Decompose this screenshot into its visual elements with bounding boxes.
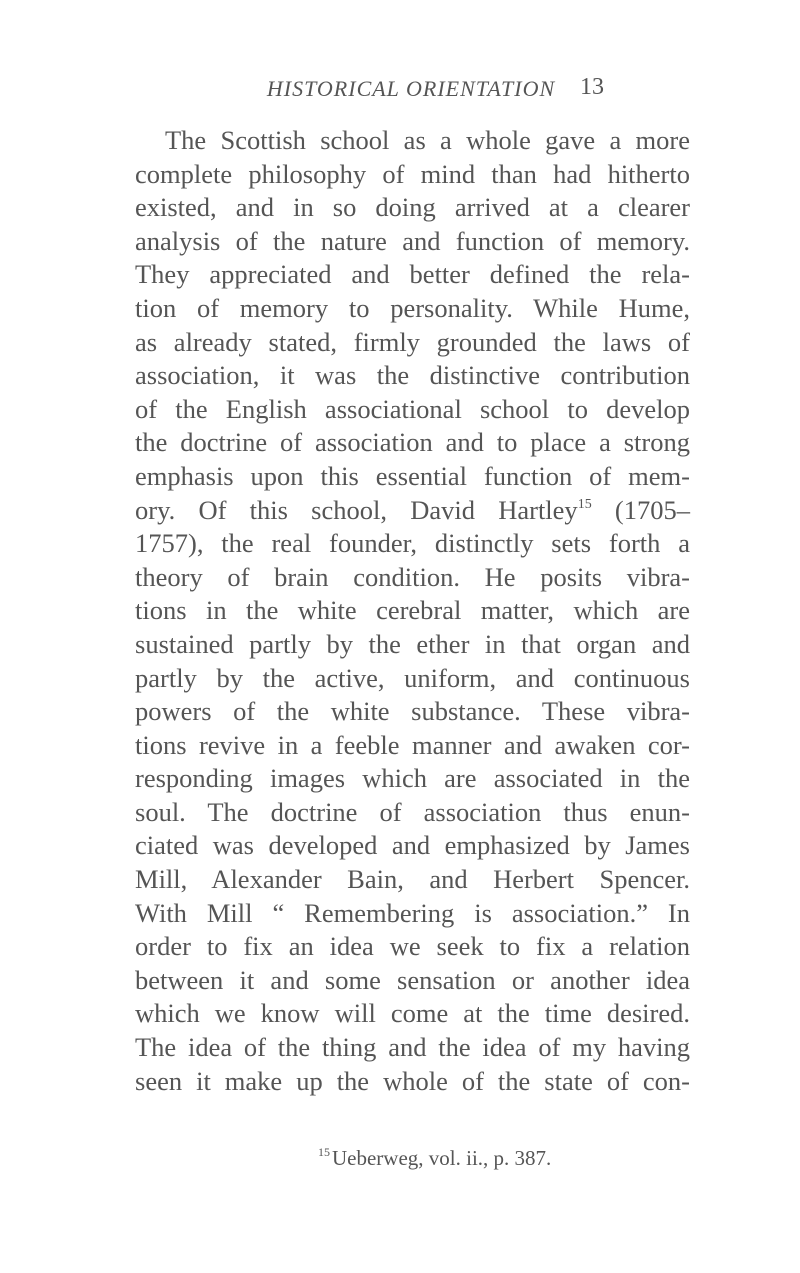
text-line: Mill, Alexander Bain, and Herbert Spencer.: [135, 864, 690, 895]
text-line: the doctrine of association and to place a strong: [135, 427, 690, 458]
text-line: as already stated, firmly grounded the laws of: [135, 326, 690, 357]
text-line: 1757), the real founder, distinctly sets forth a: [135, 528, 690, 559]
body-paragraph: [135, 124, 690, 1098]
text-line: soul. The doctrine of association thus enun-: [135, 796, 690, 827]
hartley-text: ory. Of this school, David Hartley: [135, 494, 578, 525]
text-line: association, it was the distinctive contribution: [135, 360, 690, 391]
text-line: complete philosophy of mind than had hitherto: [135, 158, 690, 189]
running-title: HISTORICAL ORIENTATION: [266, 76, 556, 101]
text-line: With Mill “ Remembering is association.” In: [135, 897, 690, 928]
footnote-text: Ueberweg, vol. ii., p. 387.: [332, 1146, 552, 1170]
text-line: analysis of the nature and function of memory.: [135, 225, 690, 256]
text-line: The Scottish school as a whole gave a more: [165, 125, 690, 155]
page-number: 13: [580, 74, 604, 100]
text-line-hartley: [135, 494, 690, 528]
footnote-reference: 15: [577, 496, 592, 512]
text-line: tions revive in a feeble manner and awaken cor-: [135, 729, 690, 760]
text-line: seen it make up the whole of the state of con-: [135, 1065, 690, 1096]
hartley-dates: (1705–: [591, 494, 690, 525]
text-line: existed, and in so doing arrived at a clearer: [135, 192, 690, 223]
text-line: sustained partly by the ether in that organ and: [135, 628, 690, 659]
footnote: [318, 1146, 551, 1171]
text-line: which we know will come at the time desired.: [135, 998, 690, 1029]
text-line: between it and some sensation or another idea: [135, 964, 690, 995]
text-line: theory of brain condition. He posits vibra-: [135, 561, 690, 592]
text-line: of the English associational school to develop: [135, 393, 690, 424]
text-line: order to fix an idea we seek to fix a relation: [135, 931, 690, 962]
text-line: partly by the active, uniform, and continuous: [135, 662, 690, 693]
text-line: tions in the white cerebral matter, which are: [135, 595, 690, 626]
text-line: ciated was developed and emphasized by James: [135, 830, 690, 861]
text-line: emphasis upon this essential function of mem-: [135, 460, 690, 491]
footnote-mark: 15: [318, 1145, 330, 1159]
text-line: tion of memory to personality. While Hume,: [135, 292, 690, 323]
text-line: responding images which are associated in the: [135, 763, 690, 794]
text-line: They appreciated and better defined the rela-: [135, 259, 690, 290]
text-line: powers of the white substance. These vibra-: [135, 696, 690, 727]
text-line: The idea of the thing and the idea of my having: [135, 1032, 690, 1063]
